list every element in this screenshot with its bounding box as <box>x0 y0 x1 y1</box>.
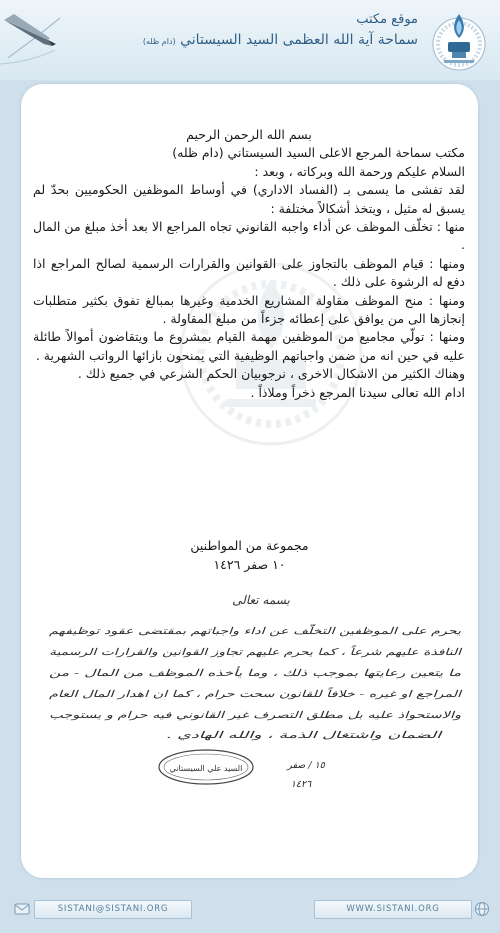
letter-paragraph: ومنها : تولّي مجاميع من الموظفين مهمة القيام بمشروع ما ويتقاضون أموالاً طائلة عليه في حين انه من ضمن واجباتهم الوظيفية التي يمنحون بازائها الرواتب الشهرية . <box>33 329 465 363</box>
seal-text: السيد علي السيستاني <box>169 764 243 773</box>
reply-date: ١٥ / صفر <box>287 760 325 771</box>
website-link[interactable]: WWW.SISTANI.ORG <box>314 900 472 919</box>
globe-icon[interactable] <box>474 901 490 917</box>
letter-paragraph: مكتب سماحة المرجع الاعلى السيد السيستاني (دام ظله) <box>172 145 465 161</box>
reply-line: ما يتعين رعايتها بموجب ذلك ، وما يأخذه الموظف من المال - من <box>49 668 299 679</box>
email-link[interactable]: SISTANI@SISTANI.ORG <box>34 900 192 919</box>
letter-paragraph: منها : تخلّف الموظف عن أداء واجبه القانوني تجاه المراجع الا بعد أخذ مبلغ من المال . <box>33 219 465 253</box>
basmala: بسم الله الرحمن الرحيم <box>186 127 312 142</box>
reply-line: الضمان واشتغال الذمة ، والله الهادي . <box>166 730 444 741</box>
letter-signature <box>21 536 478 574</box>
letter-paragraph: ومنها : منح الموظف مقاولة المشاريع الخدمية وغيرها بمبالغ تفوق بكثير متطلبات إنجازها الى من يوافق على إعطائه جزءاً من مبلغ المقاولة . <box>33 292 465 327</box>
letter-paragraph: وهناك الكثير من الاشكال الاخرى ، نرجوبيان الحكم الشرعي في جميع ذلك . <box>77 366 465 382</box>
reply-heading: بسمه تعالى <box>232 593 290 607</box>
reply-line: المراجع او غيره - خلافاً للقانون سحت حرام ، كما ان اهدار المال العام <box>49 689 319 700</box>
letter-date: ١٠ صفر ١٤٢٦ <box>213 557 286 572</box>
email-icon[interactable] <box>14 901 30 917</box>
letter-paragraph: السلام عليكم ورحمة الله وبركاته ، وبعد : <box>254 163 465 179</box>
site-name-text: سماحة آية الله العظمى السيد السيستاني <box>180 32 418 48</box>
reply-line: يحرم على الموظفين التخلّف عن اداء واجباتهم بمقتضى عقود توظيفهم <box>49 626 320 637</box>
official-seal <box>159 750 253 784</box>
site-header <box>0 0 500 80</box>
reply-line: النافذة عليهم شرعاً ، كما يحرم عليهم تجاوز القوانين والقرارات الرسمية <box>49 647 327 658</box>
pen-icon <box>0 0 70 70</box>
letter-card <box>21 84 478 878</box>
site-footer <box>0 896 500 933</box>
emblem-logo[interactable] <box>428 8 490 72</box>
reply-year: ١٤٢٦ <box>290 779 312 790</box>
letter-paragraph: ومنها : قيام الموظف بالتجاوز على القوانين والقرارات الرسمية لصالح المراجع اذا دفع له الرشوة على ذلك . <box>33 255 465 290</box>
senders: مجموعة من المواطنين <box>190 538 309 553</box>
question-letter <box>33 126 465 402</box>
site-name <box>78 32 418 48</box>
letter-paragraph: لقد تفشى ما يسمى بـ (الفساد الاداري) في أوساط الموظفين الحكوميين بحدّ لم يسبق له مثيل ، ويتخذ أشكالاً مختلفة : <box>33 182 465 216</box>
site-name-suffix: (دام ظله) <box>142 37 176 46</box>
letter-paragraph: ادام الله تعالى سيدنا المرجع ذخراً وملاذاً . <box>250 384 465 400</box>
handwritten-reply <box>21 582 478 794</box>
reply-line: والاستحواذ عليه بل مطلق التصرف غير القانوني فيه حرام و يستوجب <box>49 710 462 721</box>
site-title: موقع مكتب <box>356 12 418 27</box>
